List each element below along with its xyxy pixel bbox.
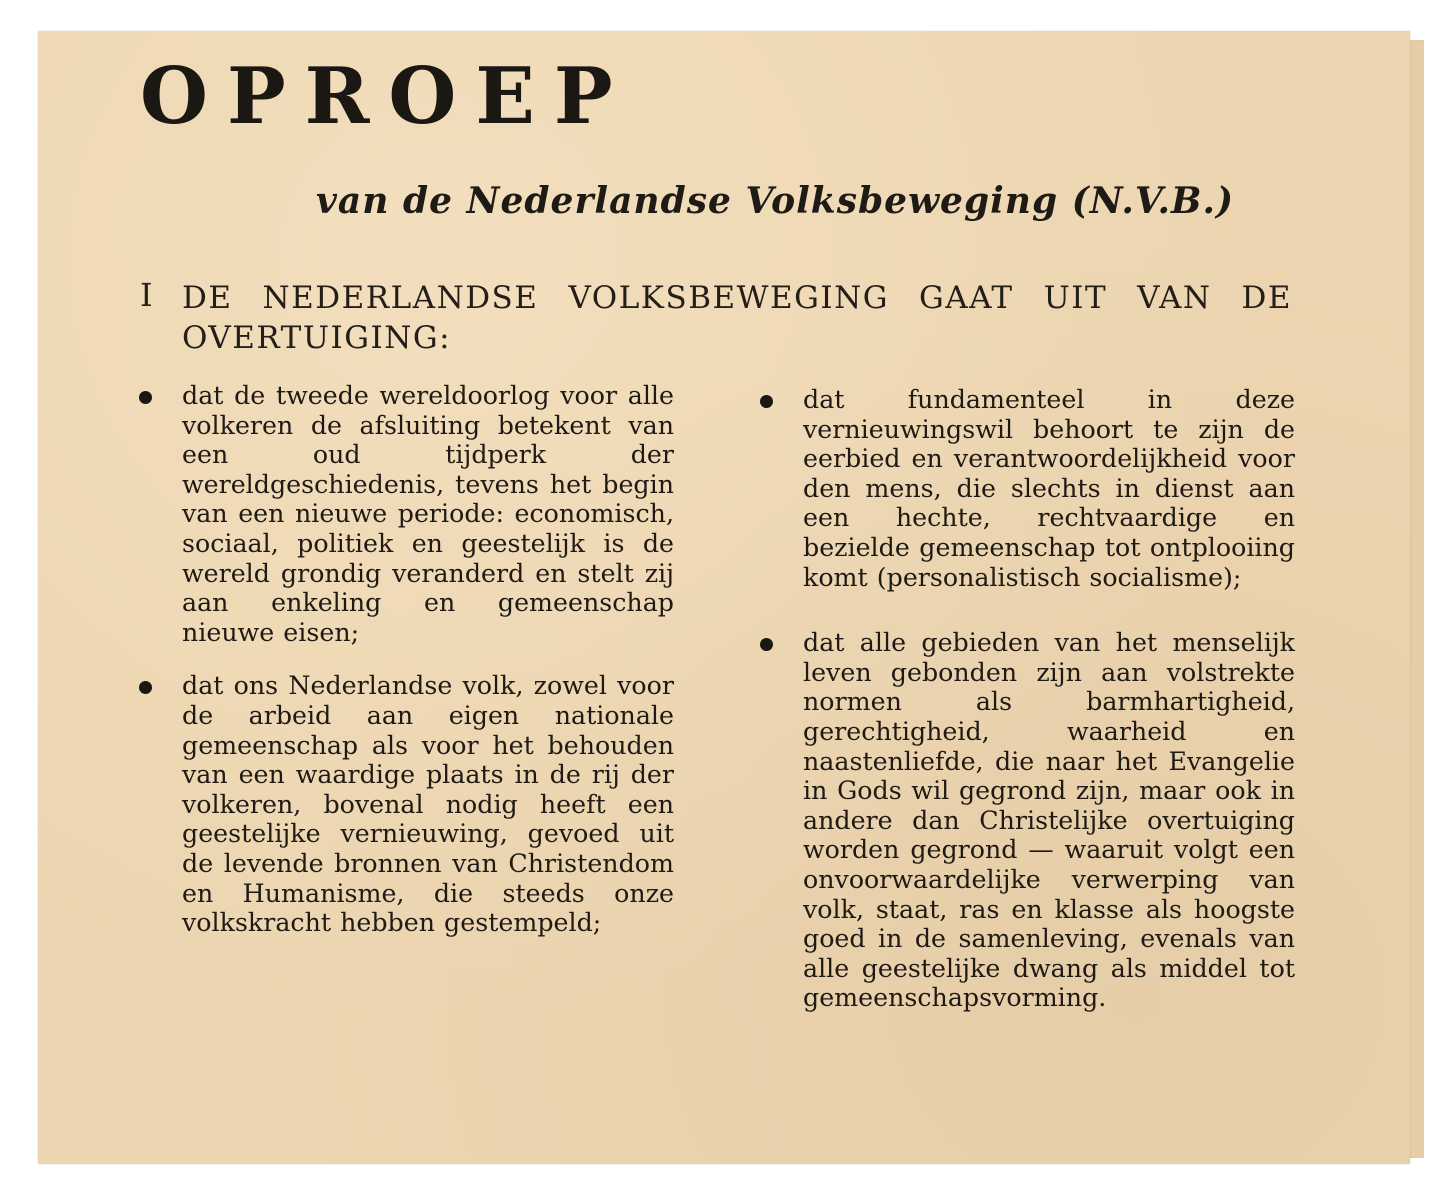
bullet-icon: [760, 638, 773, 651]
section-number: I: [140, 276, 153, 314]
bullet-icon: [139, 681, 152, 694]
left-column: [134, 381, 674, 962]
bullet-icon: [760, 395, 773, 408]
list-item: [134, 671, 674, 937]
list-item-text: dat alle gebieden van het menselijk leven gebonden zijn aan volstrekte normen als barmhartigheid, gerechtigheid, waarheid en naastenliefde, die naar het Evangelie in Gods wil gegrond zijn, maar ook in andere dan Christelijke overtuiging worden gegrond — waaruit volgt een onvoorwaardelijke verwerping van volk, staat, ras en klasse als hoogste goed in de samenleving, evenals van alle geestelijke dwang als middel tot gemeenschapsvorming.: [803, 628, 1295, 1013]
bullet-icon: [139, 391, 152, 404]
list-item: [134, 381, 674, 647]
list-item: [755, 628, 1295, 1013]
section-heading: DE NEDERLANDSE VOLKSBEWEGING GAAT UIT VAN DE OVERTUIGING:: [182, 280, 1292, 356]
list-item-text: dat ons Nederlandse volk, zowel voor de arbeid aan eigen nationale gemeenschap als voor het behouden van een waardige plaats in de rij der volkeren, bovenal nodig heeft een geestelijke vernieuwing, gevoed uit de levende bronnen van Christendom en Humanisme, die steeds onze volkskracht hebben gestempeld;: [182, 671, 674, 938]
document-title: OPROEP: [140, 51, 632, 142]
document-subtitle: van de Nederlandse Volksbeweging (N.V.B.): [316, 180, 1235, 222]
list-item-text: dat fundamenteel in deze vernieuwingswil behoort te zijn de eerbied en verantwoordelijkheid voor den mens, die slechts in dienst aan een hechte, rechtvaardige en bezielde gemeenschap tot ontplooiing komt (personalistisch socialisme);: [803, 385, 1295, 592]
right-column: [755, 385, 1295, 1049]
list-item-text: dat de tweede wereldoorlog voor alle volkeren de afsluiting betekent van een oud tijdperk der wereldgeschiedenis, tevens het begin van een nieuwe periode: economisch, sociaal, politiek en geestelijk is de wereld grondig veranderd en stelt zij aan enkeling en gemeenschap nieuwe eisen;: [182, 381, 674, 647]
list-item: [755, 385, 1295, 592]
